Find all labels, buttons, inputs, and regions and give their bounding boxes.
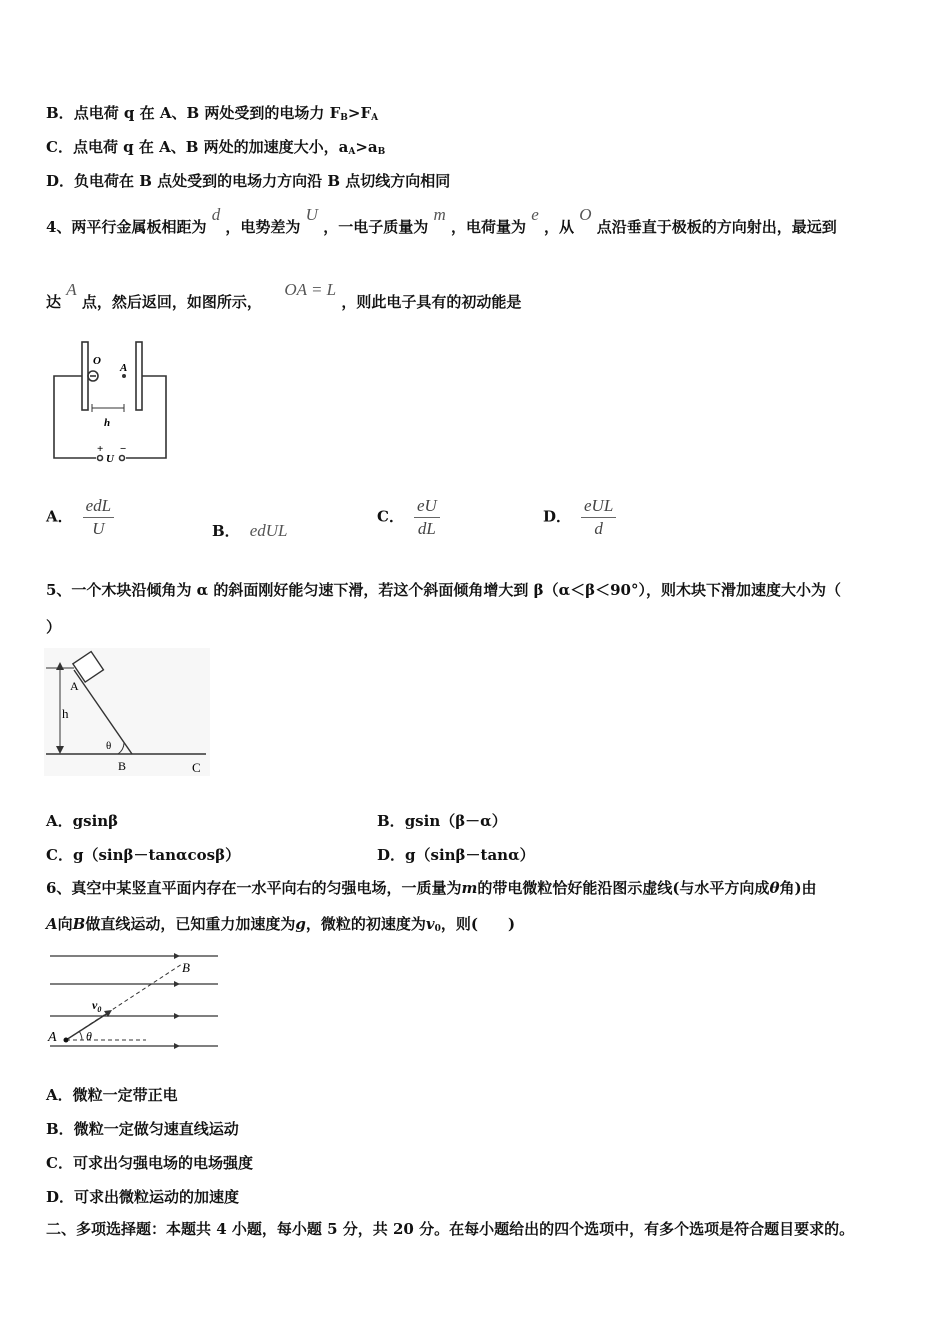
q4-stem-line1: 4、两平行金属板相距为 d ，电势差为 U ，一电子质量为 m ，电荷量为 e ，从 O 点沿垂直于极板的方向射出，最远到	[46, 205, 837, 236]
q6-option-d: D．可求出微粒运动的加速度	[46, 1188, 240, 1206]
terminal-plus	[98, 456, 103, 461]
q4-option-a: A． $\frac{\text{edL}}{U}$	[46, 495, 114, 540]
point-a	[64, 1038, 69, 1043]
theta-arc	[79, 1031, 82, 1040]
q3-option-d: D．负电荷在 B 点处受到的电场力方向沿 B 点切线方向相同	[46, 172, 451, 190]
q4-capacitor-figure	[52, 340, 172, 465]
section-2-heading: 二、多项选择题：本题共 4 小题，每小题 5 分，共 20 分。在每小题给出的四个选项中，有多个选项是符合题目要求的。	[46, 1220, 855, 1238]
q5-option-a: A．gsinβ	[46, 812, 119, 830]
label-minus: −	[120, 443, 127, 455]
q6-stem-line2: A向B做直线运动，已知重力加速度为g，微粒的初速度为$v_0$，则( )	[46, 915, 516, 934]
q3-option-b: B．点电荷 q 在 A、B 两处受到的电场力 $F_B>F_A$	[46, 104, 379, 123]
label-a: A	[48, 1030, 57, 1045]
q6-stem-line1: 6、真空中某竖直平面内存在一水平向右的匀强电场，一质量为m的带电微粒恰好能沿图示虚线(与水平方向成θ角)由	[46, 879, 817, 897]
label-v0: $v_0$	[92, 998, 102, 1014]
point-a	[122, 374, 126, 378]
left-wire	[54, 376, 96, 458]
q5-option-b: B．gsin（β－α）	[377, 812, 507, 830]
label-b: B	[182, 960, 190, 975]
q4-option-c: C． $\frac{eU}{dL}$	[377, 495, 440, 540]
right-wire	[126, 376, 166, 458]
label-theta: θ	[86, 1029, 92, 1043]
q6-field-figure	[46, 948, 222, 1052]
q5-stem-line2: ）	[46, 618, 62, 636]
label-b: B	[118, 759, 127, 773]
q5-incline-figure	[44, 648, 210, 776]
q5-stem-line1: 5、一个木块沿倾角为 α 的斜面刚好能匀速下滑，若这个斜面倾角增大到 β（α＜β＜90°），则木块下滑加速度大小为（	[46, 581, 841, 599]
q4-option-d: D． $\frac{\text{eUL}}{d}$	[543, 495, 616, 540]
q6-option-b: B．微粒一定做匀速直线运动	[46, 1120, 239, 1138]
label-h: h	[104, 417, 111, 429]
q5-option-c: C．g（sinβ－tanαcosβ）	[46, 846, 241, 864]
q4-stem-line2: 达 A 点，然后返回，如图所示， OA = L ，则此电子具有的初动能是	[46, 280, 522, 311]
label-a: A	[70, 679, 79, 693]
label-u: U	[106, 453, 114, 465]
label-o: O	[93, 355, 101, 367]
q5-option-d: D．g（sinβ－tanα）	[377, 846, 535, 864]
label-h: h	[62, 706, 69, 721]
q4-option-b: B． edUL	[212, 521, 288, 540]
right-plate	[136, 342, 142, 410]
left-plate	[82, 342, 88, 410]
label-theta: θ	[106, 740, 112, 752]
label-plus: +	[97, 443, 104, 455]
label-a: A	[120, 362, 128, 374]
terminal-minus	[120, 456, 125, 461]
label-c: C	[192, 760, 201, 775]
q6-option-a: A．微粒一定带正电	[46, 1086, 178, 1104]
q3-option-c: C．点电荷 q 在 A、B 两处的加速度大小，$a_A>a_B$	[46, 138, 386, 157]
q6-option-c: C．可求出匀强电场的电场强度	[46, 1154, 253, 1172]
